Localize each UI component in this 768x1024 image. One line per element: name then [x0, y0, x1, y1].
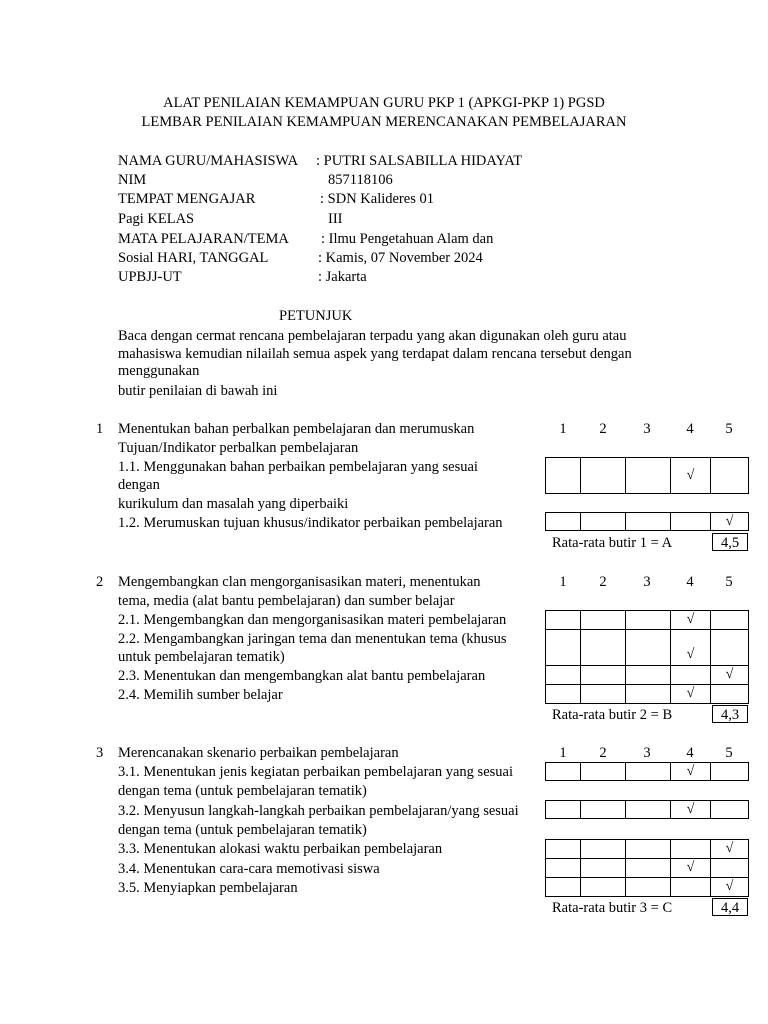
item-text: 1.2. Merumuskan tujuan khusus/indikator perbaikan pembelajaran: [118, 515, 503, 531]
average-label: Rata-rata butir 3 = C: [552, 900, 673, 916]
item-text: kurikulum dan masalah yang diperbaiki: [118, 496, 349, 512]
score-cell[interactable]: [581, 859, 626, 878]
scale-header-1: 1: [559, 745, 567, 761]
scale-header-1: 1: [559, 421, 567, 437]
score-check-cell[interactable]: √: [671, 685, 711, 704]
scale-header-5: 5: [725, 421, 733, 437]
section-title: tema, media (alat bantu pembelajaran) dan sumber belajar: [118, 593, 455, 609]
item-text: 3.4. Menentukan cara-cara memotivasi siswa: [118, 861, 380, 877]
identity-label: UPBJJ-UT: [118, 269, 182, 285]
score-cell[interactable]: [581, 685, 626, 704]
item-text: dengan tema (untuk pembelajaran tematik): [118, 822, 367, 838]
average-value: 4,3: [712, 705, 748, 723]
identity-label: Pagi KELAS: [118, 211, 195, 227]
score-row: [545, 762, 749, 781]
section-title: Merencanakan skenario perbaikan pembelajaran: [118, 745, 399, 761]
score-check-cell[interactable]: √: [711, 878, 749, 897]
score-cell[interactable]: [711, 458, 749, 494]
score-cell[interactable]: [626, 859, 671, 878]
score-check-cell[interactable]: √: [671, 630, 711, 666]
average-label: Rata-rata butir 1 = A: [552, 535, 673, 551]
score-cell[interactable]: [581, 630, 626, 666]
score-cell[interactable]: [711, 859, 749, 878]
scale-header-2: 2: [599, 421, 607, 437]
scale-header-4: 4: [686, 574, 694, 590]
score-cell[interactable]: [546, 666, 581, 685]
score-cell[interactable]: [546, 840, 581, 859]
identity-label: NIM: [118, 172, 147, 188]
identity-label: Sosial HARI, TANGGAL: [118, 250, 269, 266]
instructions-line: Baca dengan cermat rencana pembelajaran terpadu yang akan digunakan oleh guru atau: [118, 328, 627, 344]
score-cell[interactable]: [546, 878, 581, 897]
score-cell[interactable]: [711, 611, 749, 630]
item-text: 3.5. Menyiapkan pembelajaran: [118, 880, 298, 896]
score-cell[interactable]: [626, 666, 671, 685]
score-cell[interactable]: [671, 840, 711, 859]
score-check-cell[interactable]: √: [711, 513, 749, 531]
score-cell[interactable]: [581, 611, 626, 630]
item-text: 3.3. Menentukan alokasi waktu perbaikan pembelajaran: [118, 841, 443, 857]
item-text: 3.2. Menyusun langkah-langkah perbaikan pembelajaran/yang sesuai: [118, 803, 519, 819]
scale-header-1: 1: [559, 574, 567, 590]
score-check-cell[interactable]: √: [671, 458, 711, 494]
score-cell[interactable]: [546, 801, 581, 819]
item-text: 2.3. Menentukan dan mengembangkan alat bantu pembelajaran: [118, 668, 486, 684]
scale-header-5: 5: [725, 574, 733, 590]
score-check-cell[interactable]: √: [711, 840, 749, 859]
instructions-line: menggunakan: [118, 363, 200, 379]
section-number: 3: [96, 745, 104, 761]
score-cell[interactable]: [626, 611, 671, 630]
instructions-line: butir penilaian di bawah ini: [118, 383, 278, 399]
score-cell[interactable]: [581, 763, 626, 781]
score-cell[interactable]: [711, 630, 749, 666]
item-text: 1.1. Menggunakan bahan perbaikan pembelajaran yang sesuai: [118, 459, 478, 475]
average-value: 4,4: [712, 898, 748, 916]
score-check-cell[interactable]: √: [671, 763, 711, 781]
identity-value: 857118106: [328, 172, 393, 188]
score-cell[interactable]: [711, 763, 749, 781]
score-check-cell[interactable]: √: [671, 801, 711, 819]
identity-label: NAMA GURU/MAHASISWA: [118, 153, 299, 169]
section-number: 2: [96, 574, 104, 590]
score-cell[interactable]: [546, 685, 581, 704]
score-table: [545, 610, 749, 704]
section-title: Tujuan/Indikator perbalkan pembelajaran: [118, 440, 359, 456]
section-number: 1: [96, 421, 104, 437]
score-check-cell[interactable]: √: [671, 859, 711, 878]
scale-header-4: 4: [686, 421, 694, 437]
item-text: untuk pembelajaran tematik): [118, 649, 285, 665]
score-cell[interactable]: [581, 840, 626, 859]
identity-value: : Jakarta: [318, 269, 367, 285]
score-row: [545, 800, 749, 819]
score-cell[interactable]: [581, 458, 626, 494]
item-text: dengan: [118, 477, 160, 493]
section-title: Mengembangkan clan mengorganisasikan materi, menentukan: [118, 574, 481, 590]
average-value: 4,5: [712, 533, 748, 551]
score-table: [545, 839, 749, 897]
score-row: [545, 512, 749, 531]
score-cell[interactable]: [546, 458, 581, 494]
item-text: 3.1. Menentukan jenis kegiatan perbaikan pembelajaran yang sesuai: [118, 764, 513, 780]
score-cell[interactable]: [546, 611, 581, 630]
score-cell[interactable]: [546, 513, 581, 531]
score-cell[interactable]: [671, 878, 711, 897]
identity-value: : Ilmu Pengetahuan Alam dan: [321, 231, 494, 247]
document-title: ALAT PENILAIAN KEMAMPUAN GURU PKP 1 (APKGI-PKP 1) PGSD: [163, 95, 605, 111]
score-cell[interactable]: [626, 458, 671, 494]
score-cell[interactable]: [626, 878, 671, 897]
scale-header-3: 3: [643, 421, 651, 437]
identity-value: : PUTRI SALSABILLA HIDAYAT: [316, 153, 523, 169]
item-text: 2.4. Memilih sumber belajar: [118, 687, 283, 703]
identity-value: : Kamis, 07 November 2024: [318, 250, 483, 266]
score-cell[interactable]: [626, 763, 671, 781]
identity-value: : SDN Kalideres 01: [320, 191, 434, 207]
scale-header-2: 2: [599, 745, 607, 761]
score-cell[interactable]: [626, 513, 671, 531]
average-label: Rata-rata butir 2 = B: [552, 707, 673, 723]
score-cell[interactable]: [626, 630, 671, 666]
score-cell[interactable]: [546, 763, 581, 781]
score-cell[interactable]: [581, 801, 626, 819]
score-cell[interactable]: [626, 685, 671, 704]
instructions-line: mahasiswa kemudian nilailah semua aspek yang terdapat dalam rencana tersebut dengan: [118, 346, 632, 362]
identity-label: MATA PELAJARAN/TEMA: [118, 231, 289, 247]
item-text: dengan tema (untuk pembelajaran tematik): [118, 783, 367, 799]
score-cell[interactable]: [711, 685, 749, 704]
document-subtitle: LEMBAR PENILAIAN KEMAMPUAN MERENCANAKAN PEMBELAJARAN: [141, 114, 627, 130]
score-row: [545, 457, 749, 494]
section-title: Menentukan bahan perbalkan pembelajaran dan merumuskan: [118, 421, 475, 437]
score-cell[interactable]: [671, 666, 711, 685]
scale-header-4: 4: [686, 745, 694, 761]
score-cell[interactable]: [581, 878, 626, 897]
scale-header-5: 5: [725, 745, 733, 761]
scale-header-3: 3: [643, 745, 651, 761]
score-cell[interactable]: [671, 513, 711, 531]
score-cell[interactable]: [711, 801, 749, 819]
instructions-title: PETUNJUK: [279, 308, 353, 324]
score-cell[interactable]: [581, 666, 626, 685]
scale-header-2: 2: [599, 574, 607, 590]
score-check-cell[interactable]: √: [671, 611, 711, 630]
item-text: 2.1. Mengembangkan dan mengorganisasikan materi pembelajaran: [118, 612, 507, 628]
identity-value: III: [328, 211, 343, 227]
score-cell[interactable]: [546, 630, 581, 666]
score-cell[interactable]: [626, 801, 671, 819]
scale-header-3: 3: [643, 574, 651, 590]
identity-label: TEMPAT MENGAJAR: [118, 191, 256, 207]
score-cell[interactable]: [581, 513, 626, 531]
score-cell[interactable]: [626, 840, 671, 859]
score-cell[interactable]: [546, 859, 581, 878]
item-text: 2.2. Mengambangkan jaringan tema dan menentukan tema (khusus: [118, 631, 507, 647]
score-check-cell[interactable]: √: [711, 666, 749, 685]
